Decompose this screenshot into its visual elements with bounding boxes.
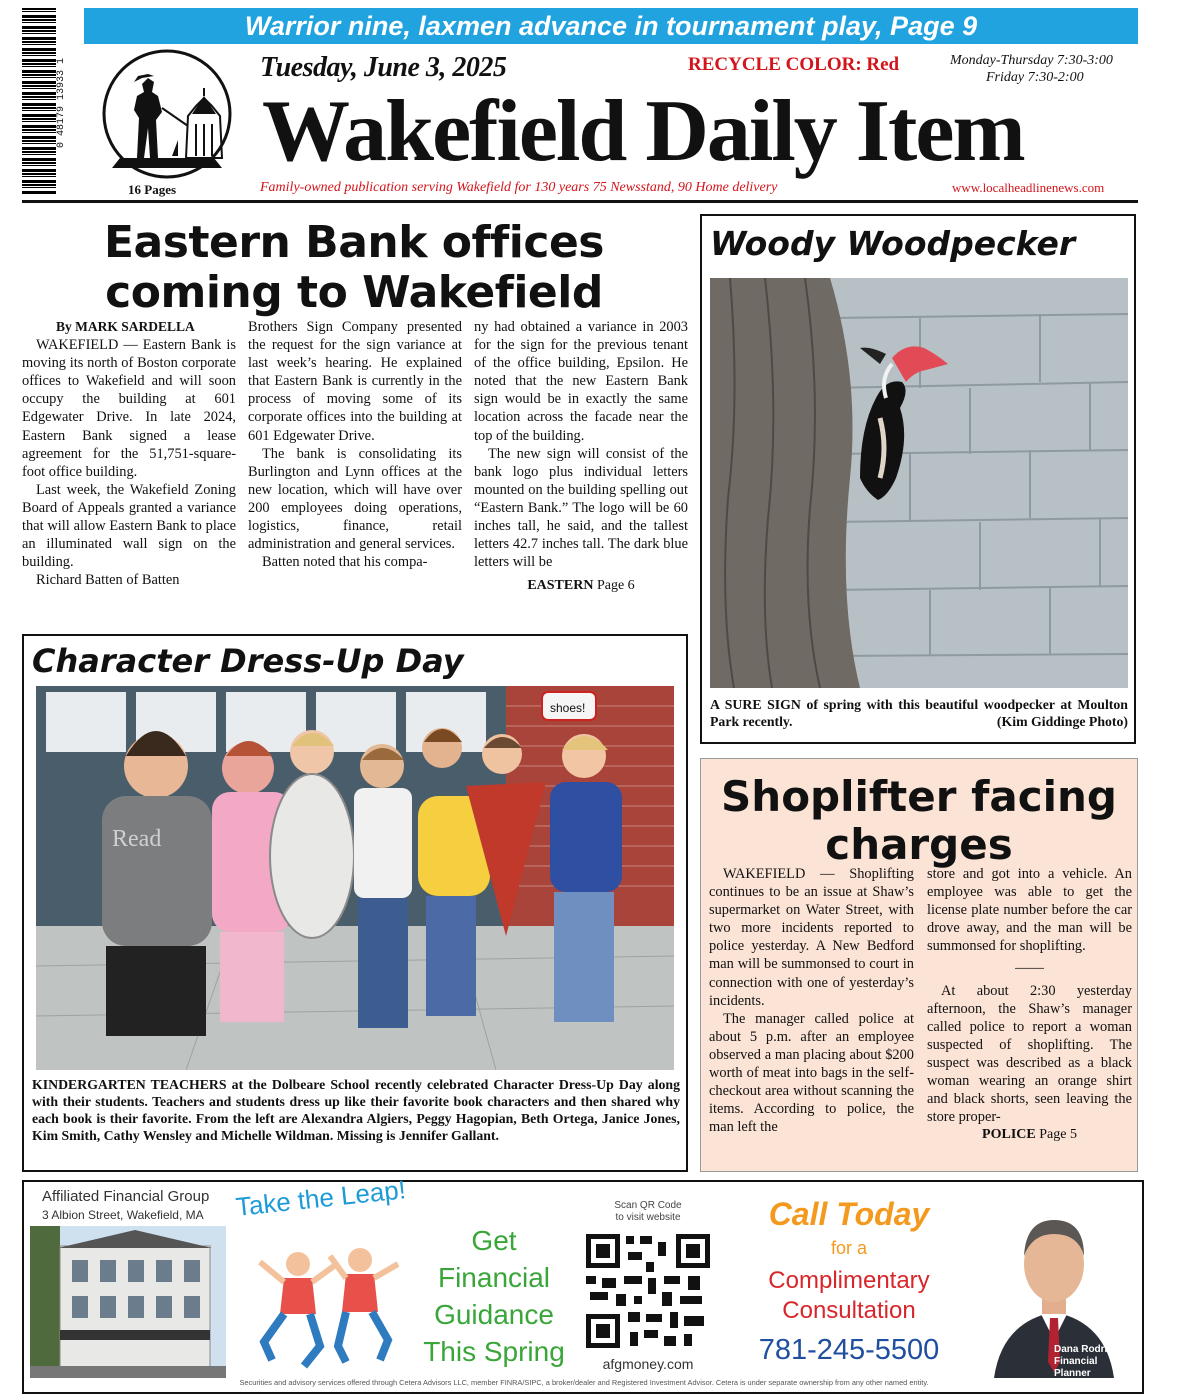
separator: —— [1015,960,1044,977]
photo-credit: (Kim Giddinge Photo) [996,714,1128,729]
eastern-bank-headline[interactable] [22,218,686,318]
advisor-name: Dana Rodrigues [1054,1344,1131,1355]
caption-text: at the Dolbeare School recently celebrated Character Dress-Up Day along with their students. Teachers and students dress up like their favorite book characters and then shared why each book is their favorite. From the left are Alexandra Algiers, Peggy Hagopian, Beth Ortega, Janice Jones, Kim Smith, Cathy Wensley and Michelle Wildman. Missing is Jennifer Gallant. [32,1077,680,1143]
ad-phone[interactable]: 781-245-5500 [758,1334,940,1366]
consult-line: Complimentary [768,1267,930,1294]
shoplifter-article [700,758,1138,1172]
caption-text: of spring with this beautiful woodpecker at Moulton Park recently. [710,697,1128,729]
eastern-column-1 [22,318,236,589]
paragraph: At about 2:30 yesterday afternoon, the Shaw’s manager called police to report a woman suspected of shoplifting. The suspect was described as a black woman wearing an orange shirt and black shorts, seen leaving the store proper- [927,982,1132,1126]
read-shirt-text: Read [112,826,162,852]
woodpecker-title: Woody Woodpecker [710,224,1076,263]
teachers-photo [36,686,674,1070]
barcode [22,8,56,194]
jumping-people-icon [254,1242,404,1382]
shoplifter-column-2 [927,865,1132,1144]
jump-page: Page 6 [596,578,635,594]
jump-eastern[interactable] [474,577,688,595]
ad-for-a: for a [830,1238,868,1258]
shoplifter-headline[interactable] [701,773,1137,869]
character-caption [32,1076,680,1144]
scan-line: to visit website [615,1212,681,1223]
headline-line-2: coming to Wakefield [105,267,603,318]
ad-url[interactable]: afgmoney.com [602,1356,694,1372]
character-title: Character Dress-Up Day [32,642,464,680]
ad-slogan [394,1222,594,1370]
scan-line: Scan QR Code [614,1200,682,1211]
slogan-line: Financial [437,1262,551,1293]
office-building-photo [30,1226,226,1378]
caption-lead: A SURE SIGN [710,697,801,712]
caption-lead: KINDERGARTEN TEACHERS [32,1077,227,1092]
ad-company: Affiliated Financial Group [42,1188,210,1205]
jump-word: POLICE [982,1127,1036,1143]
paragraph: WAKEFIELD — Shoplifting continues to be an issue at Shaw’s supermarket on Water Street, with two more incidents reported to police yesterday. A New Bedford man will be summonsed to court in connection with one of yesterday’s incidents. [709,866,914,1009]
headline-line-2: charges [825,820,1013,869]
headline-line-1: Shoplifter facing [721,772,1117,821]
hours-weekday: Monday-Thursday 7:30-3:00 [950,53,1113,68]
jump-page: Page 5 [1039,1127,1077,1143]
jump-police[interactable] [927,1126,1132,1144]
shoplifter-column-1 [709,865,914,1136]
paragraph: Brothers Sign Company presented the request for the sign variance at last week’s hearing. He explained that Eastern Bank is currently in the process of moving some of its corporate offices into the building at 601 Edgewater Drive. [248,319,462,444]
website-link[interactable]: www.localheadlinenews.com [952,180,1105,195]
advertisement[interactable] [22,1174,1144,1394]
ad-disclaimer: Securities and advisory services offered through Cetera Advisors LLC, member FINRA/SIPC, a broker/dealer and Registered Investment Advisor. Cetera is under separate ownership from any other named entity. [239,1378,929,1387]
paragraph: The new sign will consist of the bank logo plus individual letters mounted on the building spelling out “Eastern Bank.” The logo will be 60 inches tall, he said, and the tallest letters 42.7 inches tall. The dark blue letters will be [474,445,688,571]
ad-scan-text [580,1200,716,1224]
advisor-name-tag [1054,1344,1134,1380]
issue-date: Tuesday, June 3, 2025 [260,52,507,83]
barcode-number: 0 48179 13933 1 [56,58,67,149]
masthead-rule [22,200,1138,203]
paragraph: The bank is consolidating its Burlington and Lynn offices at the new location, which will have over 200 employees doing operations, logistics, finance, retail administration and general services. [248,445,462,553]
qr-code-icon[interactable] [584,1232,712,1350]
jump-word: EASTERN [527,578,594,594]
newspaper-title: Wakefield Daily Item [262,83,1024,180]
paragraph: Last week, the Wakefield Zoning Board of Appeals granted a variance that will allow Eastern Bank to place an illuminated wall sign on the building. [22,481,236,571]
paragraph: The manager called police at about 5 p.m. after an employee observed a man placing about $200 worth of meat into bags in the self-checkout area without scanning the items. According to police, the man left the [709,1010,914,1136]
top-banner-headline[interactable]: Warrior nine, laxmen advance in tournament play, Page 9 [84,8,1138,44]
eastern-column-2 [248,318,462,571]
paragraph: Batten noted that his compa- [262,554,428,571]
consult-line: Consultation [782,1297,916,1324]
woodpecker-caption [710,696,1128,730]
paragraph: store and got into a vehicle. An employee was able to get the license plate number before the car drove away, and the man will be summonsed for shoplifting. [927,866,1132,955]
minuteman-logo-icon [92,48,242,180]
hours-friday: Friday 7:30-2:00 [986,70,1084,85]
paragraph: Richard Batten of Batten [36,572,180,589]
shoes-sign-text: shoes! [550,701,586,715]
paragraph: WAKEFIELD — Eastern Bank is moving its north of Boston corporate offices to Wakefield and will soon occupy the building at 601 Edgewater Drive. In late 2024, Eastern Bank signed a lease agreement for the 51,751-square-foot office building. [22,337,236,480]
character-photo-box [22,634,688,1172]
recycle-color: RECYCLE COLOR: Red [688,54,900,75]
woodpecker-photo-box [700,214,1136,744]
ad-take-the-leap: Take the Leap! [234,1174,408,1222]
office-hours [950,52,1113,86]
headline-line-1: Eastern Bank offices [104,217,604,268]
eastern-column-3 [474,318,688,595]
tagline: Family-owned publication serving Wakefield for 130 years 75 Newsstand, 90 Home delivery [260,180,778,195]
slogan-line: Guidance [434,1299,554,1330]
ad-address: 3 Albion Street, Wakefield, MA [42,1208,204,1222]
slogan-line: This Spring [423,1336,565,1367]
byline: By MARK SARDELLA [56,319,195,334]
ad-call-today: Call Today [768,1196,930,1232]
ad-consultation [734,1266,964,1326]
page-count: 16 Pages [128,182,177,197]
slogan-line: Get [471,1225,517,1256]
advisor-title: Financial Planner [1054,1356,1098,1379]
paragraph: ny had obtained a variance in 2003 for the sign for the previous tenant of the office building, Epsilon. He noted that the new Eastern Bank sign would be in exactly the same location across the facade near the top of the building. [474,319,688,444]
woodpecker-photo [710,278,1128,688]
